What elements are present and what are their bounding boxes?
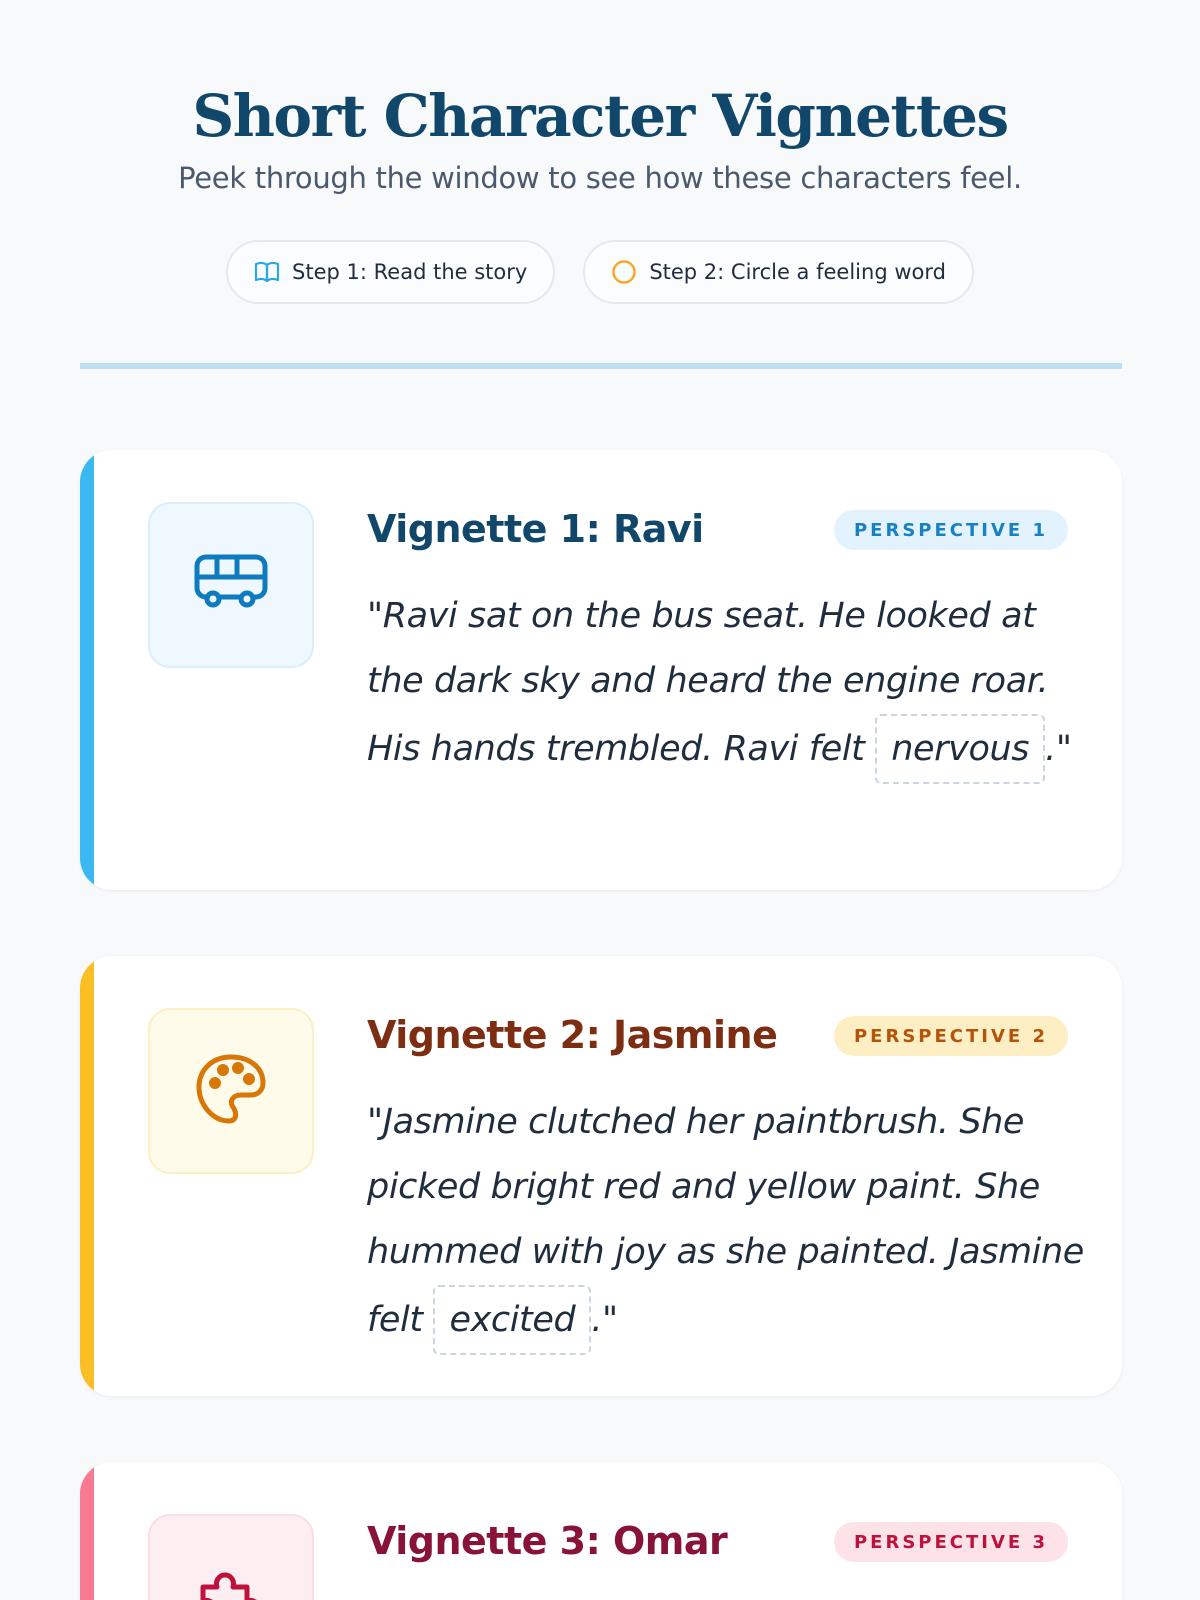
perspective-badge: PERSPECTIVE 1 [834,510,1068,550]
vignette-story [367,1090,1087,1355]
feeling-word[interactable]: nervous [875,714,1045,784]
vignette-title: Vignette 1: Ravi [367,507,704,551]
step-read-story-label: Step 1: Read the story [292,260,528,284]
page-title: Short Character Vignettes [192,82,1008,150]
card-accent-bar [80,450,94,890]
puzzle-icon [193,1557,269,1600]
book-open-icon [254,260,280,284]
palette-icon [193,1051,269,1131]
story-end: ." [1045,729,1072,769]
step-circle-word-label: Step 2: Circle a feeling word [649,260,946,284]
vignette-title: Vignette 3: Omar [367,1519,728,1563]
vignette-title: Vignette 2: Jasmine [367,1013,778,1057]
bus-icon [193,553,269,617]
icon-box [148,1008,314,1174]
icon-box [148,502,314,668]
steps-row [0,240,1200,304]
vignette-card-jasmine [80,956,1122,1396]
story-text: "Jasmine clutched her paintbrush. She picked bright red and yellow paint. She hummed with joy as she painted. Jasmine felt [367,1102,1084,1340]
section-divider [80,363,1122,369]
vignette-card-omar [80,1462,1122,1600]
vignette-story [367,584,1087,784]
card-accent-bar [80,956,94,1396]
page-subtitle: Peek through the window to see how these characters feel. [178,161,1022,195]
step-read-story [226,240,555,304]
perspective-badge: PERSPECTIVE 2 [834,1016,1068,1056]
card-accent-bar [80,1462,94,1600]
perspective-badge: PERSPECTIVE 3 [834,1522,1068,1562]
page-header [0,0,1200,304]
icon-box [148,1514,314,1600]
circle-icon [611,259,637,285]
vignette-card-ravi [80,450,1122,890]
step-circle-word [583,240,974,304]
story-text: "Ravi sat on the bus seat. He looked at the dark sky and heard the engine roar. His hands trembled. Ravi felt [367,596,1049,769]
feeling-word[interactable]: excited [433,1285,591,1355]
story-end: ." [591,1300,618,1340]
